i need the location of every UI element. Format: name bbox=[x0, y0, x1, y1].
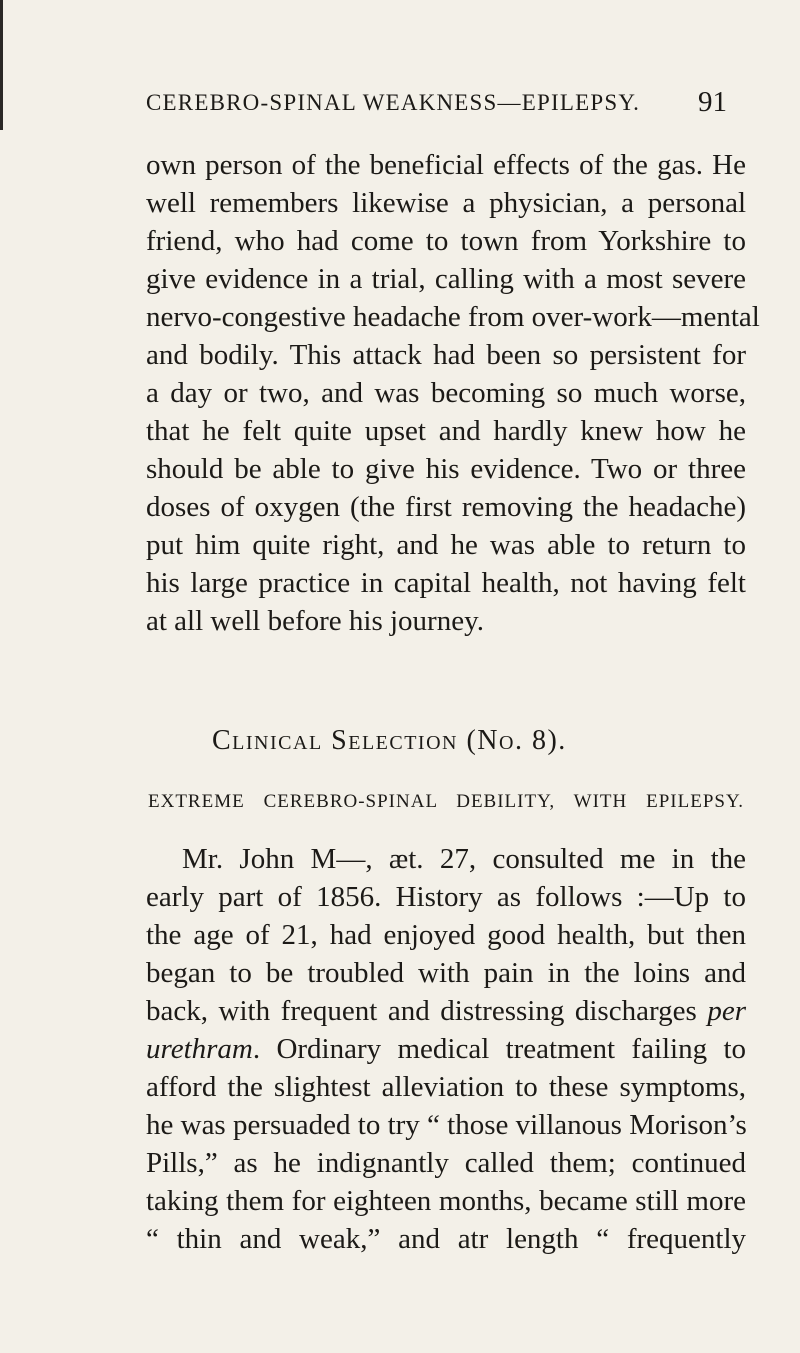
text-line: began to be troubled with pain in the loins and bbox=[146, 957, 746, 989]
text-line: a day or two, and was becoming so much worse, bbox=[146, 377, 746, 409]
text-line: Mr. John M—, æt. 27, consulted me in the bbox=[182, 843, 746, 875]
text-line bbox=[146, 1035, 746, 1064]
text-line bbox=[146, 997, 746, 1026]
text-line: own person of the beneficial effects of the gas. He bbox=[146, 149, 746, 181]
running-head: CEREBRO-SPINAL WEAKNESS—EPILEPSY. bbox=[146, 90, 641, 115]
text-line: should be able to give his evidence. Two or three bbox=[146, 453, 746, 485]
text-line: taking them for eighteen months, became still more bbox=[146, 1185, 746, 1217]
text-line: early part of 1856. History as follows :—Up to bbox=[146, 881, 746, 913]
text-line: his large practice in capital health, not having felt bbox=[146, 567, 746, 599]
text-line: give evidence in a trial, calling with a most severe bbox=[146, 263, 746, 295]
page-number: 91 bbox=[698, 86, 727, 118]
text-line: and bodily. This attack had been so persistent for bbox=[146, 339, 746, 371]
text-line: that he felt quite upset and hardly knew how he bbox=[146, 415, 746, 447]
section-subheading: EXTREME CEREBRO-SPINAL DEBILITY, WITH EPILEPSY. bbox=[148, 791, 744, 812]
text-line: doses of oxygen (the first removing the headache) bbox=[146, 491, 746, 523]
section-heading: Clinical Selection (No. 8). bbox=[212, 725, 567, 756]
italic-term: urethram bbox=[146, 1033, 253, 1065]
text-line: Pills,” as he indignantly called them; continued bbox=[146, 1147, 746, 1179]
text-line: afford the slightest alleviation to these symptoms, bbox=[146, 1071, 746, 1103]
italic-term: per bbox=[707, 995, 746, 1027]
text-line: at all well before his journey. bbox=[146, 605, 484, 637]
text-line: put him quite right, and he was able to return to bbox=[146, 529, 746, 561]
text-line: friend, who had come to town from Yorkshire to bbox=[146, 225, 746, 257]
text-line: “ thin and weak,” and atr length “ frequently bbox=[146, 1223, 746, 1255]
text-run: . Ordinary medical treatment failing to bbox=[252, 1033, 746, 1065]
text-line: nervo-congestive headache from over-work—mental bbox=[146, 301, 760, 333]
text-line: he was persuaded to try “ those villanous Morison’s bbox=[146, 1109, 747, 1141]
text-line: the age of 21, had enjoyed good health, but then bbox=[146, 919, 746, 951]
text-run: back, with frequent and distressing discharges bbox=[146, 995, 708, 1027]
text-line: well remembers likewise a physician, a personal bbox=[146, 187, 746, 219]
